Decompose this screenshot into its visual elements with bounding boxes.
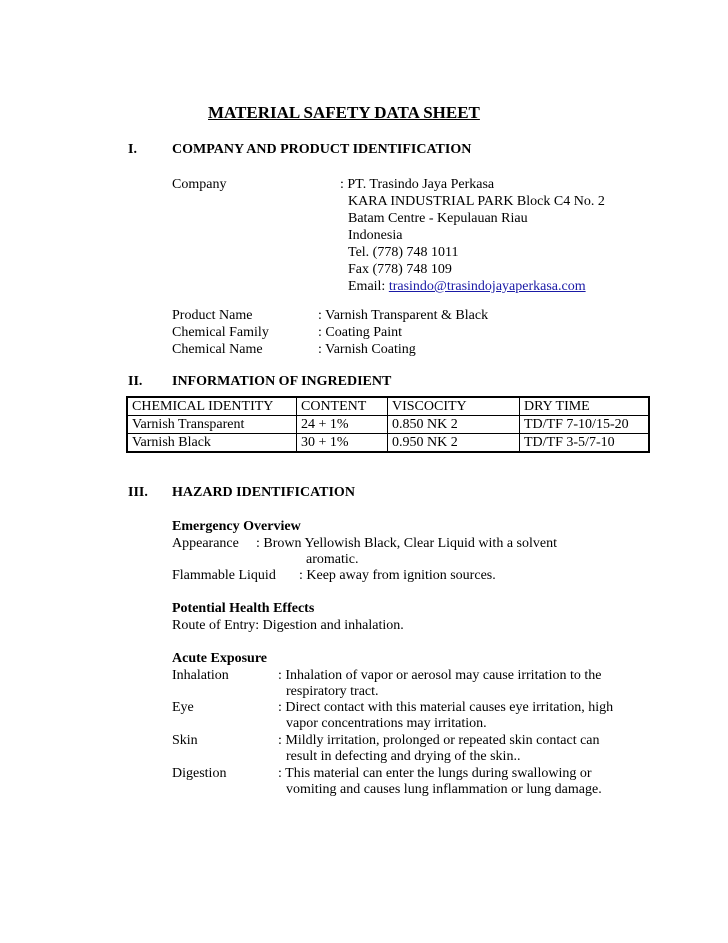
- health-effects-heading: Potential Health Effects: [172, 601, 315, 616]
- page-title: MATERIAL SAFETY DATA SHEET: [208, 103, 480, 122]
- appearance-value-cont: aromatic.: [306, 552, 359, 567]
- skin-value: : Mildly irritation, prolonged or repeated skin contact can: [278, 733, 600, 748]
- skin-value-cont: result in defecting and drying of the skin..: [286, 749, 521, 764]
- company-line: Tel. (778) 748 1011: [348, 245, 459, 260]
- company-line: Fax (778) 748 109: [348, 262, 452, 277]
- inhalation-value: : Inhalation of vapor or aerosol may cause irritation to the: [278, 668, 602, 683]
- table-cell: 0.950 NK 2: [388, 434, 520, 453]
- column-header: CHEMICAL IDENTITY: [127, 397, 297, 416]
- chemical-name-label: Chemical Name: [172, 342, 263, 357]
- table-cell: 30 + 1%: [297, 434, 388, 453]
- flammable-value: : Keep away from ignition sources.: [299, 568, 496, 583]
- email-link[interactable]: trasindo@trasindojayaperkasa.com: [388, 279, 586, 294]
- column-header: DRY TIME: [520, 397, 650, 416]
- section-3-number: III.: [128, 485, 148, 500]
- table-header-row: [127, 397, 649, 416]
- inhalation-value-cont: respiratory tract.: [286, 684, 379, 699]
- section-1-number: I.: [128, 142, 137, 157]
- company-line: : PT. Trasindo Jaya Perkasa: [340, 177, 495, 192]
- chemical-family-label: Chemical Family: [172, 325, 269, 340]
- company-line: Indonesia: [348, 228, 403, 243]
- emergency-overview-heading: Emergency Overview: [172, 519, 301, 534]
- table-cell: TD/TF 7-10/15-20: [520, 416, 650, 434]
- acute-exposure-heading: Acute Exposure: [172, 651, 268, 666]
- chemical-name-value: : Varnish Coating: [318, 342, 416, 357]
- ingredient-table: [126, 396, 650, 453]
- email-label: Email:: [348, 279, 389, 294]
- appearance-label: Appearance: [172, 536, 239, 551]
- company-line: Batam Centre - Kepulauan Riau: [348, 211, 528, 226]
- company-label: Company: [172, 177, 227, 192]
- section-2-number: II.: [128, 374, 143, 389]
- route-of-entry: Route of Entry: Digestion and inhalation.: [172, 618, 404, 633]
- digestion-value: : This material can enter the lungs during swallowing or: [278, 766, 592, 781]
- column-header: VISCOCITY: [388, 397, 520, 416]
- table-cell: TD/TF 3-5/7-10: [520, 434, 650, 453]
- flammable-label: Flammable Liquid: [172, 568, 276, 583]
- company-line: KARA INDUSTRIAL PARK Block C4 No. 2: [348, 194, 605, 209]
- section-3-heading: HAZARD IDENTIFICATION: [172, 485, 355, 500]
- table-row: [127, 416, 649, 434]
- company-email-row: [348, 278, 586, 295]
- chemical-family-value: : Coating Paint: [318, 325, 402, 340]
- eye-value: : Direct contact with this material causes eye irritation, high: [278, 700, 614, 715]
- section-1-heading: COMPANY AND PRODUCT IDENTIFICATION: [172, 142, 472, 157]
- skin-label: Skin: [172, 733, 198, 748]
- table-cell: Varnish Black: [127, 434, 297, 453]
- table-row: [127, 434, 649, 453]
- table-cell: Varnish Transparent: [127, 416, 297, 434]
- eye-label: Eye: [172, 700, 194, 715]
- digestion-value-cont: vomiting and causes lung inflammation or lung damage.: [286, 782, 602, 797]
- eye-value-cont: vapor concentrations may irritation.: [286, 716, 487, 731]
- product-name-value: : Varnish Transparent & Black: [318, 308, 489, 323]
- table-cell: 0.850 NK 2: [388, 416, 520, 434]
- inhalation-label: Inhalation: [172, 668, 229, 683]
- product-name-label: Product Name: [172, 308, 253, 323]
- digestion-label: Digestion: [172, 766, 227, 781]
- appearance-value: : Brown Yellowish Black, Clear Liquid with a solvent: [256, 536, 557, 551]
- column-header: CONTENT: [297, 397, 388, 416]
- section-2-heading: INFORMATION OF INGREDIENT: [172, 374, 392, 389]
- table-cell: 24 + 1%: [297, 416, 388, 434]
